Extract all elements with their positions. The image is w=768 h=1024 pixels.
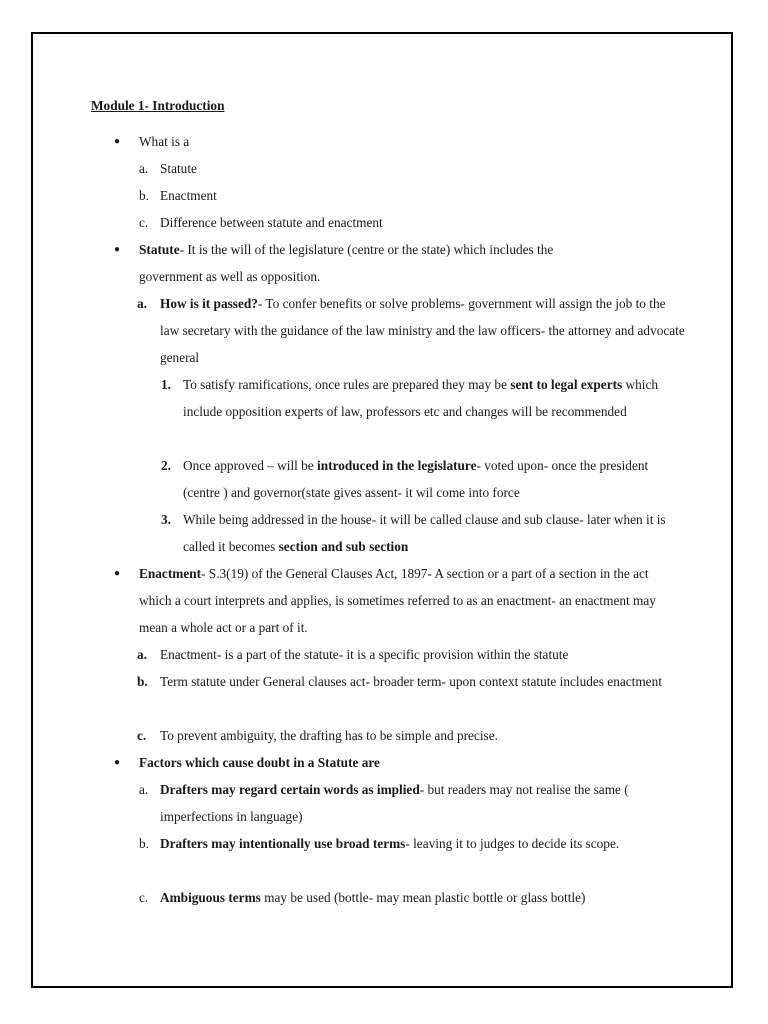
list-item-difference: Difference between statute and enactment [160, 215, 383, 230]
module-title: Module 1- Introduction [91, 98, 225, 113]
step-text: which include opposition experts of law, professors etc and changes will be recommended [183, 377, 659, 419]
list-marker: a. [139, 161, 149, 176]
list-marker: b. [139, 836, 149, 851]
factor-text: - but readers may not realise the same ( imperfections in language) [160, 782, 629, 824]
list-marker: c. [137, 728, 147, 743]
step-emphasis: sent to legal experts [510, 377, 623, 392]
step-item [183, 371, 678, 425]
statute-term: Statute [139, 242, 180, 257]
step-emphasis: introduced in the legislature [317, 458, 477, 473]
list-marker: b. [137, 674, 148, 689]
step-marker: 1. [161, 377, 171, 392]
statute-text: - It is the will of the legislature (centre or the state) which includes the government as well as opposition. [139, 242, 554, 284]
step-marker: 2. [161, 458, 171, 473]
list-marker: a. [137, 647, 147, 662]
enactment-term: Enactment [139, 566, 202, 581]
enactment-item: Term statute under General clauses act- broader term- upon context statute includes enactment [160, 674, 662, 689]
factor-item [160, 776, 665, 830]
list-marker: c. [139, 215, 149, 230]
section-statute [33, 236, 733, 556]
factor-item [160, 884, 700, 911]
bullet-icon: ● [114, 136, 121, 147]
list-item-enactment: Enactment [160, 188, 217, 203]
step-text: To satisfy ramifications, once rules are prepared they may be [183, 377, 511, 392]
enactment-text: - S.3(19) of the General Clauses Act, 1897- A section or a part of a section in the act which a court interprets and applies, is sometimes referred to as an enactment- an enactment may mean a whole act or a part of it. [139, 566, 656, 635]
factor-emphasis: Drafters may intentionally use broad terms [160, 836, 406, 851]
factors-heading: Factors which cause doubt in a Statute are [139, 755, 380, 770]
section-enactment [33, 560, 733, 750]
list-marker: a. [137, 296, 147, 311]
factor-emphasis: Drafters may regard certain words as implied [160, 782, 420, 797]
factor-text: may be used (bottle- may mean plastic bottle or glass bottle) [260, 890, 586, 905]
step-text: - voted upon- once the president (centre ) and governor(state gives assent- it wil come into force [183, 458, 649, 500]
step-text: While being addressed in the house- it will be called clause and sub clause- later when it is called it becomes [183, 512, 666, 554]
factor-emphasis: Ambiguous terms [160, 890, 261, 905]
section-factors [33, 749, 733, 939]
how-passed-label: How is it passed? [160, 296, 258, 311]
what-is-lead: What is a [139, 134, 190, 149]
enactment-definition [139, 560, 674, 641]
step-text: Once approved – will be [183, 458, 318, 473]
how-passed-text: - To confer benefits or solve problems- government will assign the job to the law secretary with the guidance of the law ministry and the law officers- the attorney and advocate general [160, 296, 685, 365]
document-page [31, 32, 733, 988]
bullet-icon: ● [114, 244, 121, 255]
bullet-icon: ● [114, 568, 121, 579]
step-item [183, 506, 678, 560]
enactment-item: To prevent ambiguity, the drafting has to be simple and precise. [160, 728, 498, 743]
step-emphasis: section and sub section [278, 539, 409, 554]
factor-item [160, 830, 655, 857]
statute-definition [139, 236, 614, 290]
step-item [183, 452, 663, 506]
list-marker: b. [139, 188, 149, 203]
section-what-is [33, 128, 733, 238]
list-marker: a. [139, 782, 149, 797]
enactment-item: Enactment- is a part of the statute- it is a specific provision within the statute [160, 647, 569, 662]
factor-text: - leaving it to judges to decide its scope. [405, 836, 620, 851]
document-content [33, 34, 731, 986]
step-marker: 3. [161, 512, 171, 527]
bullet-icon: ● [114, 757, 121, 768]
list-marker: c. [139, 890, 149, 905]
how-passed-item [160, 290, 685, 371]
list-item-statute: Statute [160, 161, 197, 176]
